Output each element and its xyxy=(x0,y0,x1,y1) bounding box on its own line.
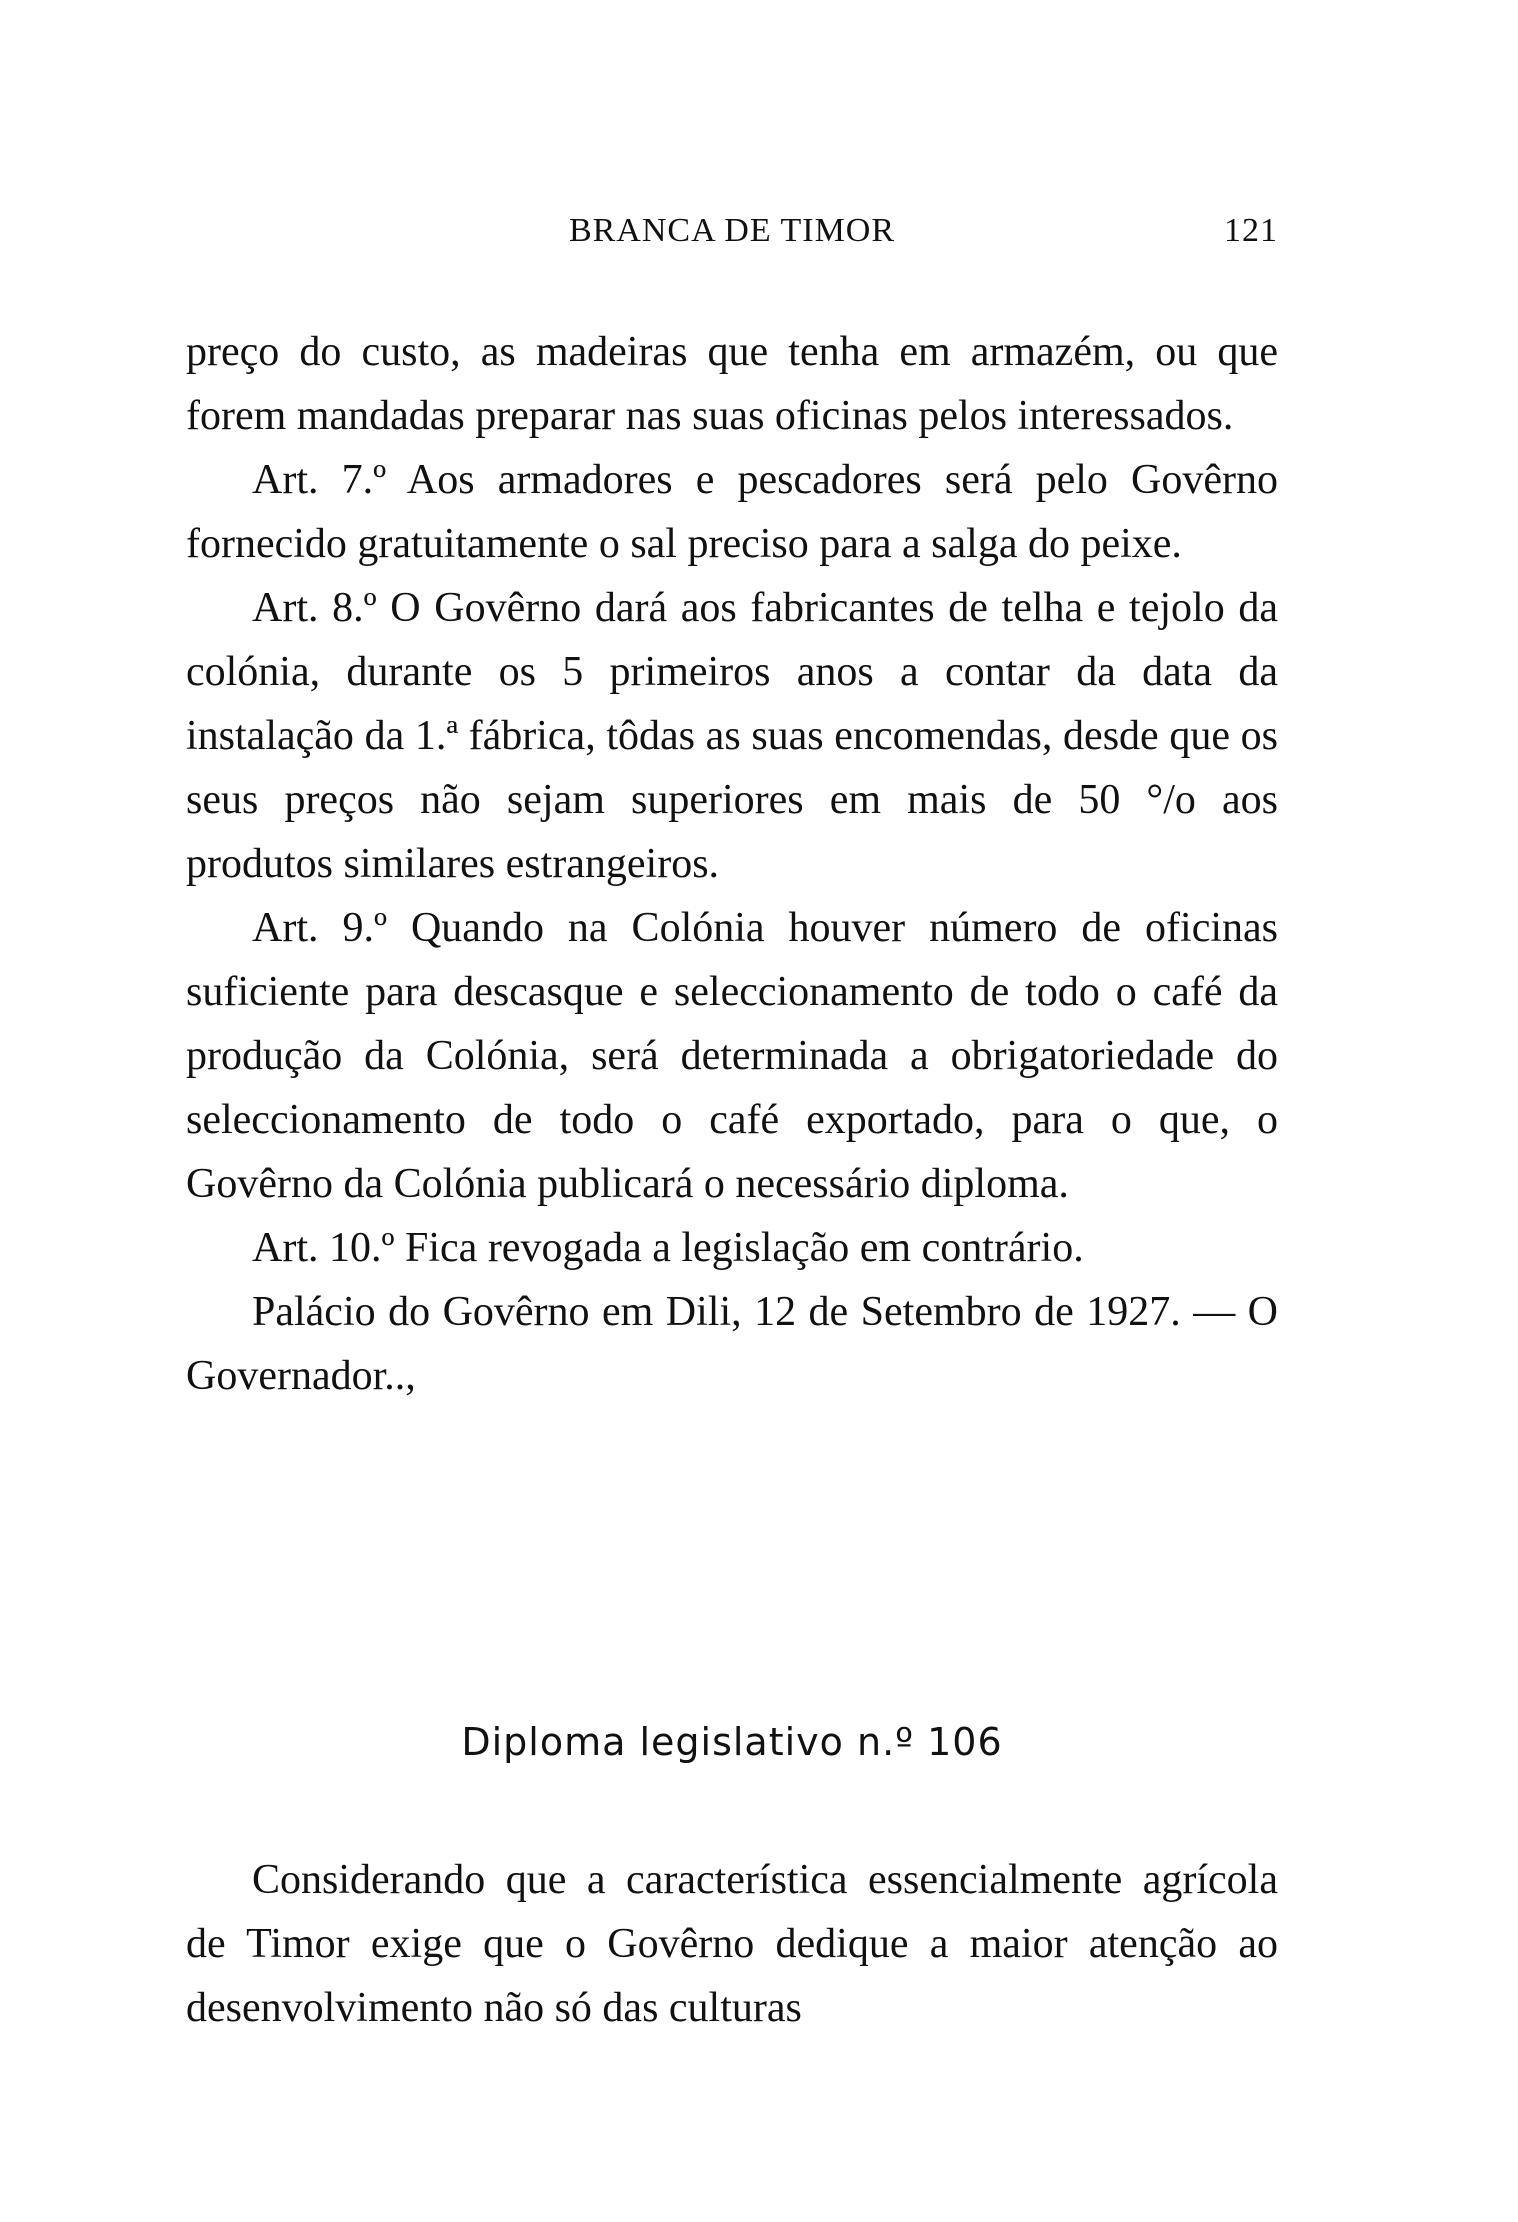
paragraph-art-10: Art. 10.º Fica revogada a legislação em contrário. xyxy=(252,1225,1084,1271)
main-text xyxy=(186,320,1278,1408)
section-heading: Diploma legislativo n.º 106 xyxy=(461,1720,1003,1764)
paragraph-considerando: Considerando que a característica essencialmente agrícola de Timor exige que o Govêrno dedique a maior atenção ao desenvolvimento não só das culturas xyxy=(186,1857,1278,2031)
paragraph-art-7: Art. 7.º Aos armadores e pescadores será pelo Govêrno fornecido gratuitamente o sal preciso para a salga do peixe. xyxy=(186,457,1278,567)
page-number: 121 xyxy=(1224,212,1278,249)
running-title: BRANCA DE TIMOR xyxy=(568,212,896,249)
paragraph-continuation: preço do custo, as madeiras que tenha em armazém, ou que forem mandadas preparar nas suas oficinas pelos interessados. xyxy=(186,329,1278,439)
section-text xyxy=(186,1848,1278,2040)
paragraph-art-9: Art. 9.º Quando na Colónia houver número de oficinas suficiente para descasque e seleccionamento de todo o café da produção da Colónia, será determinada a obrigatoriedade do seleccionamento de todo o café exportado, para o que, o Govêrno da Colónia publicará o necessário diploma. xyxy=(186,905,1278,1207)
paragraph-art-8: Art. 8.º O Govêrno dará aos fabricantes de telha e tejolo da colónia, durante os 5 primeiros anos a contar da data da instalação da 1.ª fábrica, tôdas as suas encomendas, desde que os seus preços não sejam superiores em mais de 50 °/o aos produtos similares estrangeiros. xyxy=(186,585,1278,887)
paragraph-signature: Palácio do Govêrno em Dili, 12 de Setembro de 1927. — O Governador.., xyxy=(186,1289,1278,1399)
running-header xyxy=(186,212,1278,262)
